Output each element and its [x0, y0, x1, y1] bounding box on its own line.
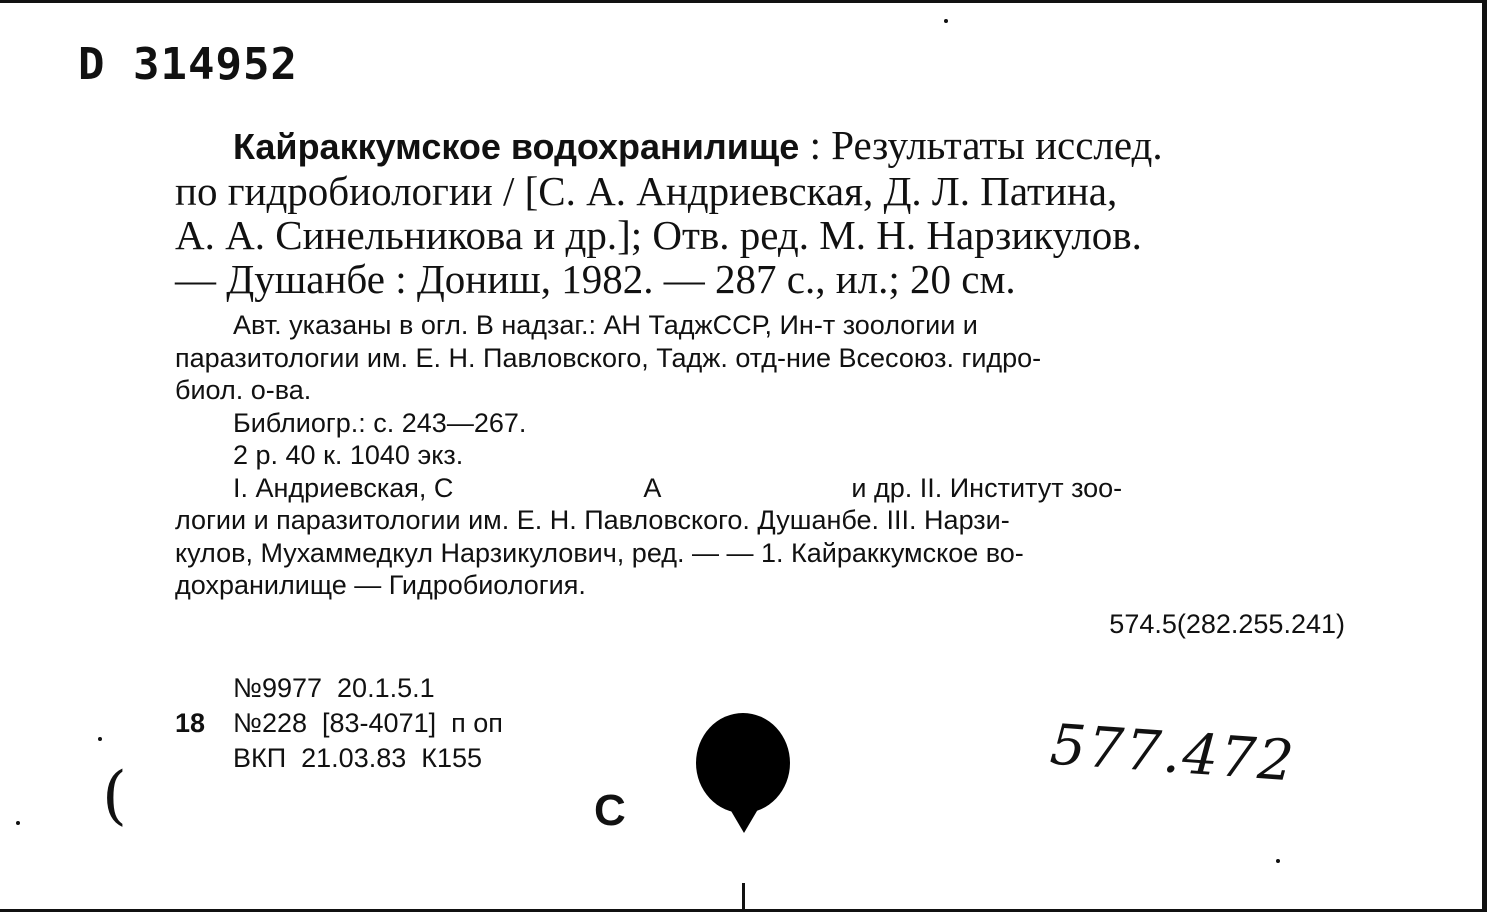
- tracing-author: I. Андриевская, С: [233, 472, 454, 503]
- print-line-1: [175, 671, 503, 706]
- title-line-2: по гидробиологии / [С. А. Андриевская, Д. Л. Патина,: [175, 168, 1118, 214]
- notes-block: [175, 309, 1345, 640]
- tracing-rest: и др. II. Институт зоо-: [851, 472, 1123, 503]
- print-line-1-text: №9977 20.1.5.1: [233, 673, 435, 703]
- title-line-4: — Душанбе : Дониш, 1982. — 287 с., ил.; 20 см.: [175, 256, 1016, 302]
- tracing-line-4: дохранилище — Гидробиология.: [175, 570, 586, 600]
- print-info: [175, 671, 503, 776]
- print-line-3-text: ВКП 21.03.83 К155: [233, 743, 483, 773]
- tracing-line-2: логии и паразитологии им. Е. Н. Павловского. Душанбе. III. Нарзи-: [175, 505, 1010, 535]
- punch-hole-tip: [724, 799, 764, 833]
- title-rest: : Результаты исслед.: [799, 122, 1163, 168]
- speck: [1276, 859, 1280, 863]
- note-authors-2: паразитологии им. Е. Н. Павловского, Тадж. отд-ние Всесоюз. гидро-: [175, 342, 1042, 373]
- note-authors-3: биол. о-ва.: [175, 375, 312, 405]
- udc-index: 574.5(282.255.241): [1109, 608, 1345, 639]
- handwritten-code: 577.472: [1048, 712, 1298, 795]
- print-line-2-number: 18: [175, 708, 206, 738]
- speck: [944, 19, 948, 23]
- punch-hole: [696, 713, 790, 813]
- print-line-2: [175, 706, 503, 741]
- title-line-3: А. А. Синельникова и др.]; Отв. ред. М. Н. Нарзикулов.: [175, 212, 1142, 258]
- tracing-initial: А: [643, 472, 662, 503]
- speck: [98, 737, 102, 741]
- print-line-3: [175, 741, 503, 776]
- title-bold: Кайраккумское водохранилище: [233, 126, 800, 167]
- bibliographic-description: [175, 123, 1345, 301]
- section-letter: С: [594, 786, 626, 835]
- tracing-line-1: [175, 472, 1345, 505]
- title-line-1: [175, 123, 1345, 169]
- speck: [16, 821, 20, 825]
- note-authors-1: Авт. указаны в огл. В надзаг.: АН ТаджССР, Ин-т зоологии и: [233, 310, 978, 340]
- tracing-line-3: кулов, Мухаммедкул Нарзикулович, ред. — — 1. Кайраккумское во-: [175, 537, 1024, 568]
- note-bibliography: Библиогр.: с. 243—267.: [233, 407, 527, 438]
- print-line-2-text: №228 [83-4071] п оп: [233, 708, 503, 738]
- note-price: 2 р. 40 к. 1040 экз.: [233, 440, 464, 470]
- inventory-number: D 314952: [78, 39, 298, 90]
- handwritten-paren: (: [102, 759, 127, 833]
- punch-mark: [742, 883, 745, 912]
